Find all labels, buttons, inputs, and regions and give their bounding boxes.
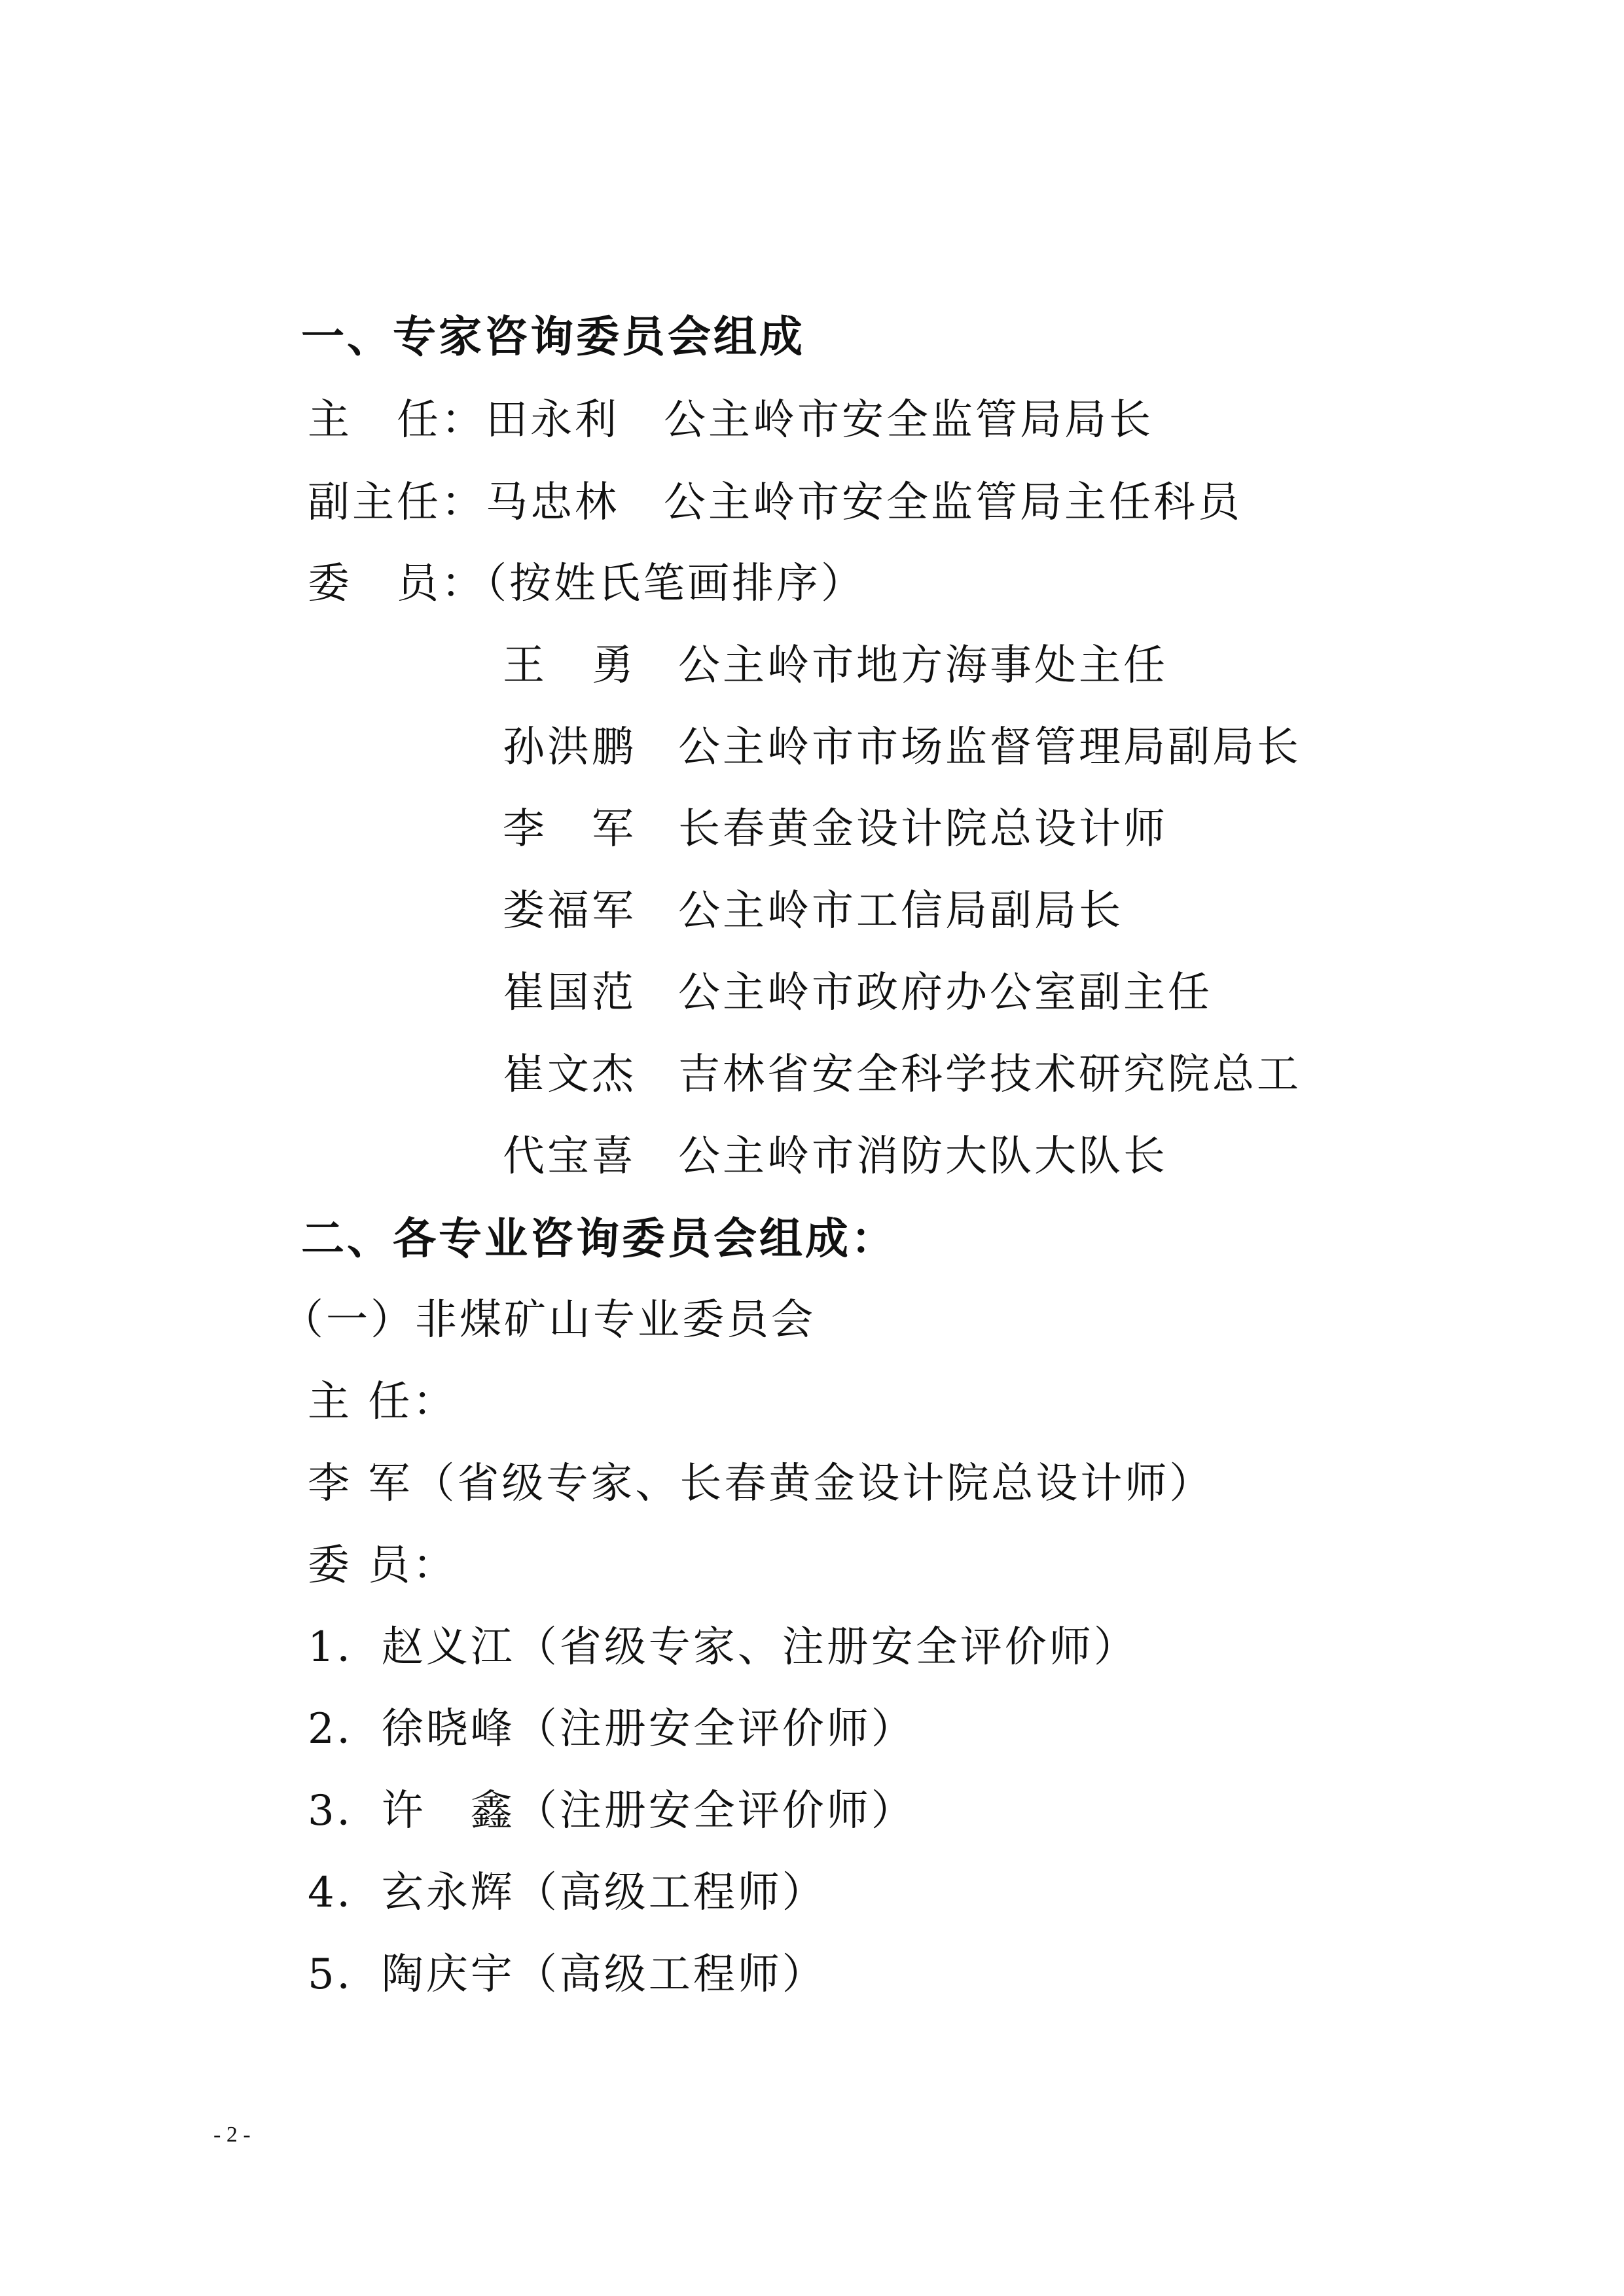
member-title: 公主岭市消防大队大队长 bbox=[678, 1132, 1168, 1181]
subsection-director: 李 军（省级专家、长春黄金设计院总设计师） bbox=[308, 1460, 1214, 1508]
member-title: 公主岭市政府办公室副主任 bbox=[678, 969, 1212, 1017]
member-title: 长春黄金设计院总设计师 bbox=[678, 805, 1168, 853]
member-title: 吉林省安全科学技术研究院总工 bbox=[678, 1050, 1301, 1099]
member-name: 崔文杰 bbox=[503, 1050, 636, 1099]
member-name: 李 军 bbox=[503, 805, 636, 853]
subsection-heading: （一）非煤矿山专业委员会 bbox=[281, 1296, 816, 1344]
member-name: 王 勇 bbox=[503, 641, 636, 690]
member-title: 公主岭市市场监督管理局副局长 bbox=[678, 723, 1301, 772]
subsection-members-label: 委 员： bbox=[308, 1541, 458, 1590]
page-number: - 2 - bbox=[213, 2123, 251, 2147]
list-item: 5．陶庆宇（高级工程师） bbox=[308, 1950, 827, 1999]
section1-heading: 一、专家咨询委员会组成 bbox=[301, 312, 805, 362]
list-item: 4．玄永辉（高级工程师） bbox=[308, 1869, 827, 1917]
member-title: 公主岭市地方海事处主任 bbox=[678, 641, 1168, 690]
list-item: 2．徐晓峰（注册安全评价师） bbox=[308, 1705, 916, 1753]
committee-deputy-director: 副主任：马忠林 公主岭市安全监管局主任科员 bbox=[308, 478, 1242, 527]
member-name: 娄福军 bbox=[503, 887, 636, 935]
member-name: 孙洪鹏 bbox=[503, 723, 636, 772]
committee-members-label: 委 员：（按姓氏笔画排序） bbox=[308, 560, 865, 608]
list-item: 1．赵义江（省级专家、注册安全评价师） bbox=[308, 1623, 1138, 1672]
member-name: 崔国范 bbox=[503, 969, 636, 1017]
committee-director: 主 任：田永利 公主岭市安全监管局局长 bbox=[308, 396, 1153, 444]
section2-heading: 二、各专业咨询委员会组成： bbox=[301, 1213, 897, 1264]
subsection-director-label: 主 任： bbox=[308, 1378, 458, 1426]
member-name: 代宝喜 bbox=[503, 1132, 636, 1181]
member-title: 公主岭市工信局副局长 bbox=[678, 887, 1123, 935]
list-item: 3．许 鑫（注册安全评价师） bbox=[308, 1787, 916, 1835]
